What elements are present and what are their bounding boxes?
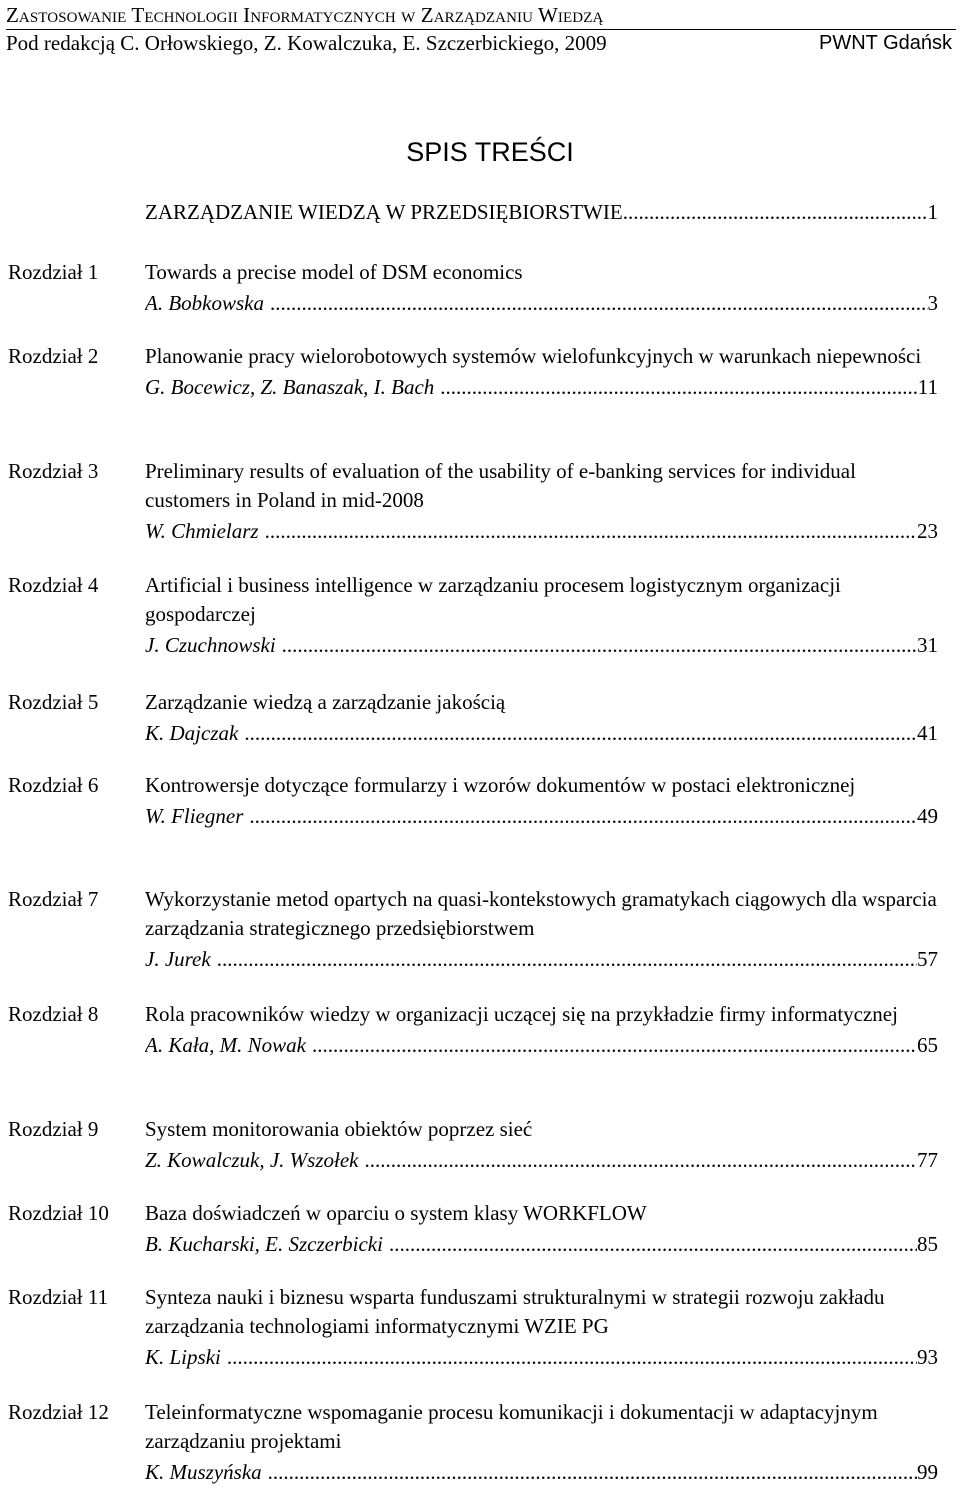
header-meta [6,30,956,55]
chapter-label: Rozdział 8 [8,1002,99,1026]
chapter-title: Preliminary results of evaluation of the usability of e-banking services for individual customers in Poland in mid-2008 [145,459,856,512]
leader-dots [623,198,928,226]
chapter-authors: K. Muszyńska [145,1460,262,1484]
chapter-label: Rozdział 11 [8,1285,109,1309]
chapter-page-number: 31 [917,633,938,657]
chapter-page-number: 85 [917,1232,938,1256]
chapter-label: Rozdział 10 [8,1201,109,1225]
section-heading[interactable] [145,198,938,226]
leader-dots [364,1146,917,1175]
chapter-label: Rozdział 5 [8,690,99,714]
chapter-title: Synteza nauki i biznesu wsparta funduszami strukturalnymi w strategii rozwoju zakładu zarządzania technologiami informatycznymi WZIE PG [145,1285,885,1338]
section-page-number: 1 [927,200,938,224]
leader-dots [265,517,917,546]
book-title: Zastosowanie Technologii Informatycznych w Zarządzaniu Wiedzą [6,3,604,27]
chapter-page-number: 65 [917,1033,938,1057]
leader-dots [249,802,917,831]
chapter-page-number: 93 [917,1345,938,1369]
toc-title: SPIS TREŚCI [406,137,574,167]
chapter-authors: G. Bocewicz, Z. Banaszak, I. Bach [145,375,435,399]
chapter-title: Planowanie pracy wielorobotowych systemów wielofunkcyjnych w warunkach niepewności [145,344,922,368]
chapter-page-number: 77 [917,1148,938,1172]
chapter-authors: W. Fliegner [145,804,244,828]
chapter-authors: Z. Kowalczuk, J. Wszołek [145,1148,359,1172]
chapter-authors: K. Lipski [145,1345,221,1369]
chapter-label: Rozdział 4 [8,573,99,597]
chapter-authors: A. Kała, M. Nowak [145,1033,306,1057]
chapter-label: Rozdział 12 [8,1400,109,1424]
chapter-page-number: 3 [927,291,938,315]
chapter-label: Rozdział 9 [8,1117,99,1141]
section-title: ZARZĄDZANIE WIEDZĄ W PRZEDSIĘBIORSTWIE [145,200,623,224]
chapter-title: Teleinformatyczne wspomaganie procesu komunikacji i dokumentacji w adaptacyjnym zarządzaniu projektami [145,1400,878,1453]
chapter-authors: J. Jurek [145,947,211,971]
chapter-page-number: 49 [917,804,938,828]
chapter-title: Zarządzanie wiedzą a zarządzanie jakością [145,690,506,714]
running-header [6,0,956,55]
chapter-title: Artificial i business intelligence w zarządzaniu procesem logistycznym organizacji gospodarczej [145,573,841,626]
leader-dots [282,631,917,660]
chapter-title: System monitorowania obiektów poprzez sieć [145,1117,533,1141]
chapter-title: Baza doświadczeń w oparciu o system klasy WORKFLOW [145,1201,647,1225]
chapter-page-number: 11 [917,375,938,399]
chapter-page-number: 99 [917,1460,938,1484]
chapter-authors: K. Dajczak [145,721,239,745]
leader-dots [227,1343,917,1372]
chapter-authors: B. Kucharski, E. Szczerbicki [145,1232,383,1256]
chapter-authors: W. Chmielarz [145,519,259,543]
chapter-label: Rozdział 7 [8,887,99,911]
chapter-label: Rozdział 1 [8,260,99,284]
chapter-page-number: 41 [917,721,938,745]
chapter-title: Kontrowersje dotyczące formularzy i wzorów dokumentów w postaci elektronicznej [145,773,856,797]
chapter-title: Towards a precise model of DSM economics [145,260,523,284]
chapter-page-number: 23 [917,519,938,543]
leader-dots [312,1031,917,1060]
publisher: PWNT Gdańsk [819,32,952,54]
chapter-label: Rozdział 3 [8,459,99,483]
leader-dots [268,1458,917,1487]
editors-line: Pod redakcją C. Orłowskiego, Z. Kowalczuka, E. Szczerbickiego, 2009 [6,31,607,55]
leader-dots [389,1230,917,1259]
chapter-label: Rozdział 6 [8,773,99,797]
chapter-title: Wykorzystanie metod opartych na quasi-kontekstowych gramatykach ciągowych dla wsparcia zarządzania strategicznego przedsiębiorstwem [145,887,937,940]
leader-dots [270,289,928,318]
leader-dots [244,719,917,748]
chapter-authors: J. Czuchnowski [145,633,276,657]
chapter-authors: A. Bobkowska [145,291,264,315]
leader-dots [440,373,917,402]
chapter-page-number: 57 [917,947,938,971]
chapter-label: Rozdział 2 [8,344,99,368]
leader-dots [217,945,917,974]
chapter-title: Rola pracowników wiedzy w organizacji uczącej się na przykładzie firmy informatycznej [145,1002,898,1026]
